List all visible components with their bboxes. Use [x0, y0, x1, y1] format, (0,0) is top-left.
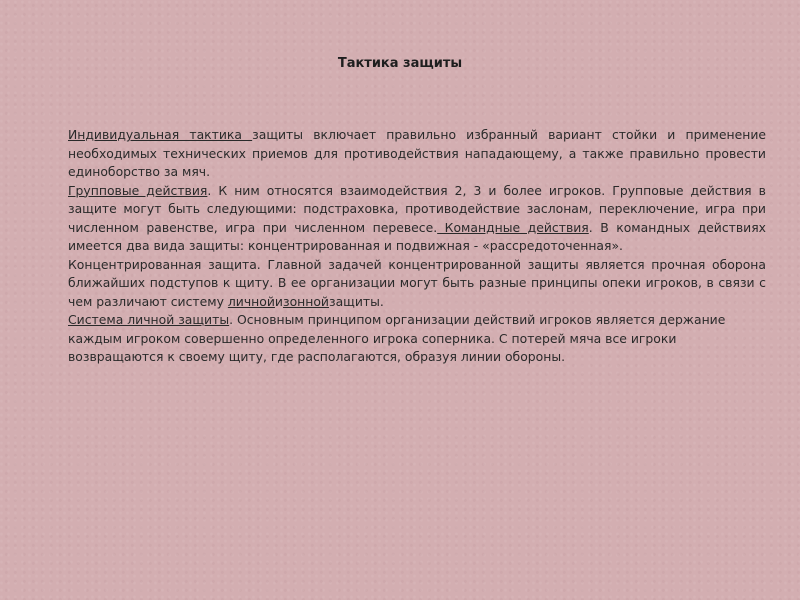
paragraph-personal-defense: [68, 311, 766, 367]
paragraph-individual-tactics: [68, 126, 766, 182]
paragraph-text: защиты включает правильно избранный вариант стойки и применение необходимых технических приемов для противодействия нападающему, а также правильно провести единоборство за мяч.: [68, 127, 766, 179]
paragraph-concentrated-defense: [68, 256, 766, 312]
page-title: Тактика защиты: [337, 56, 463, 71]
paragraph-text: . Основным принципом организации действий игроков является держание каждым игроком совершенно определенного игрока соперника. С потерей мяча все игроки возвращаются к своему щиту, где располагаются, образуя линии обороны.: [68, 312, 726, 364]
link-personal[interactable]: личной: [227, 293, 275, 309]
paragraph-text: . В командных действиях имеется два вида защиты: концентрированная и подвижная - «рассредоточенная».: [68, 219, 767, 253]
paragraph-group-actions: [68, 182, 766, 256]
link-zone[interactable]: зонной: [282, 293, 329, 309]
paragraph-text: Концентрированная защита. Главной задачей концентрированной защиты является прочная оборона ближайших подступов к щиту. В ее организации могут быть разные принципы опеки игроков, в связи с чем различают систему: [68, 256, 766, 309]
link-team-actions[interactable]: Командные действия: [437, 219, 589, 235]
paragraph-text: . К ним относятся взаимодействия 2, 3 и более игроков. Групповые действия в защите могут быть следующими: подстраховка, противодействие заслонам, переключение, игра при численном равенстве, игра при численном перевесе.: [68, 182, 766, 235]
link-group-actions[interactable]: Групповые действия: [68, 182, 208, 198]
paragraph-text: защиты.: [329, 293, 384, 309]
body-text: [68, 126, 766, 367]
link-individual-tactics[interactable]: Индивидуальная тактика: [68, 127, 253, 142]
paragraph-text: и: [274, 293, 283, 309]
link-personal-defense-system[interactable]: Система личной защиты: [68, 312, 230, 327]
